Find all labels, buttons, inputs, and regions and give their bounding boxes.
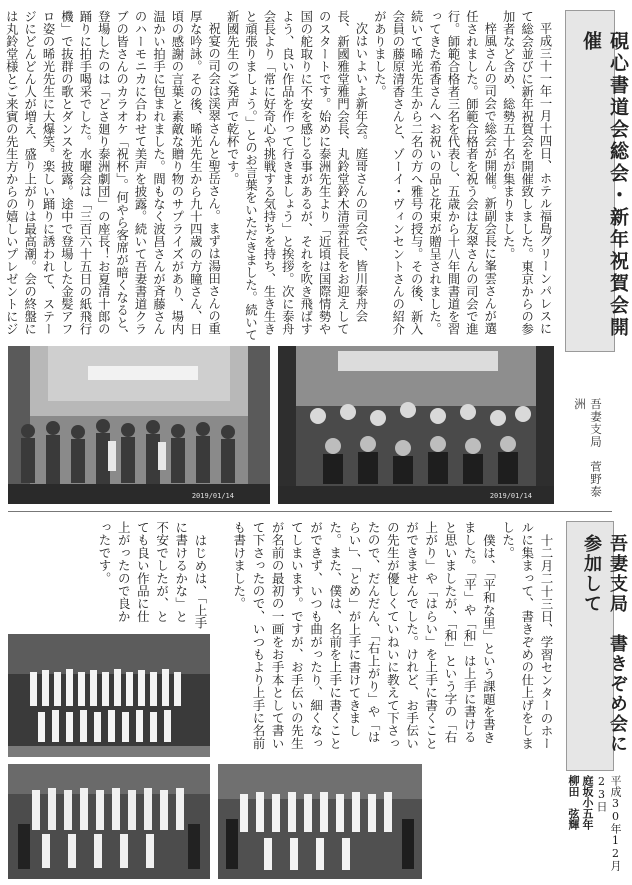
article1-body (4, 10, 554, 344)
article1-paragraph: 梓風さんの司会で総会が開催。新副会長に峯雲さんが選任されました。師範合格者を祝う会は友翠さんの司会で進行。師範合格者三名を代表し、五歳から十八年間書道を習ってきた希香さんへお祝いの品と花束が贈呈されました。続いて晞光先生から二名の方へ雅号の授与。その後、新入会員の藤原清香さんと、ゾーイ・ヴィンセントさんの紹介がありました。 (372, 10, 497, 335)
photo-date-stamp: 2019/01/14 (191, 492, 234, 500)
article1-paragraph: 次はいよいよ新年会。庭哥さんの司会で、皆川泰舟会長、新國雅堂雅門会長、丸鈴堂鈴木清雲社長をお迎えしてのスタートです。始めに泰洲先生より「近頃は国際情勢や国の舵取りに不安を感じる事があるが、それを吹き飛ばすよう、良い作品を作って行きましょう」と挨拶。次に泰舟会長より「常に好奇心や挑戦する気持ちを持ち、生き生きと頑張りましょう。」とのお言葉をいただきました。続いて新國先生のご発声で乾杯です。 (225, 10, 368, 342)
article2-school: 庭坂小五年 (581, 775, 594, 830)
article-divider (8, 511, 612, 512)
article2-paragraph: はじめは、「上手に書けるかな」と不安でしたが、とても良い作品に仕上がったので良かったです。 (96, 521, 208, 629)
group-photo-stage-right (278, 346, 554, 504)
article1-paragraph: 祝宴の司会は渓翠さんと聖岳さん。まずは湯田さんの重厚な吟詠。その後、晞光先生から九十四歳の方瞳さん、日頃の感謝の言葉と素敵な贈り物のサプライズがあり、場内温かい拍手に包まれました。間もなく波昌さんが斉藤さんのハーモニカに合わせて美声を披露。続いて吾妻書道クラブの皆さんのカラオケ「祝杯」。何やら客席が暗くなると、登場したのは「どさ廻り泰洲劇団」の座長！お夏清十郎の踊りに拍手喝采でした。水曜会は「三百六十五日の紙飛行機」で抜群の歌とダンスを披露。途中で登場した金髪アフロ姿の晞光先生に大爆笑。楽しい踊りに誘われて、ステージにどんどん人が増え、盛り上がりは最高潮。会の終盤には丸鈴堂様とご来賓の先生方からの嬉しいプレゼントにジ (4, 10, 221, 342)
calligraphy-group-photo-top (8, 634, 210, 757)
article2-author: 柳田 弦輝 (567, 775, 580, 830)
article2-paragraph: 十二月二十三日、学習センターのホールに集まって、書きぞめの仕上げをしました。 (500, 521, 554, 750)
calligraphy-group-photo-bottom-right (218, 764, 422, 879)
article1-paragraph: 平成三十一年一月十四日、ホテル福島グリーンパレスにて総会並びに新年祝賀会を開催致しました。東京からの参加者など含め、総勢五十名が集まりました。 (501, 10, 552, 335)
photo-date-stamp: 2019/01/14 (489, 492, 532, 500)
calligraphy-group-photo-bottom-left (8, 764, 210, 879)
article1-byline: 吾妻支局 菅野泰洲 (573, 398, 603, 498)
article2-title-box (566, 521, 628, 771)
article1-title-box (565, 10, 629, 352)
article2-date: 平成30年12月23日 (595, 775, 622, 871)
article1-title: 硯心書道会総会・新年祝賀会開催 (580, 31, 629, 339)
article2-body (218, 521, 556, 755)
article2-body-continued (90, 521, 210, 631)
article2-paragraph: 僕は、「平和な里」という課題を書きました。「平」や「和」は上手に書けると思いましたが、「和」という字の「右上がり」や「はらい」を上手に書くことができませんでした。けれど、お手伝いの先生が優しくていねいに教えて下さったので、だんだん、「右上がり」や「はらい」、「とめ」が上手に書けてきました。また、僕は、名前を上手に書くことができず、いつも曲がったり、細くなってしまいます。ですが、お手伝いの先生が名前の最初の一画をお手本として書いて下さったので、いつもより上手に名前も書けました。 (231, 521, 497, 750)
article2-title: 吾妻支局 書きぞめ会に参加して (581, 534, 628, 754)
article2-meta (566, 775, 622, 879)
group-photo-stage-left (8, 346, 270, 504)
